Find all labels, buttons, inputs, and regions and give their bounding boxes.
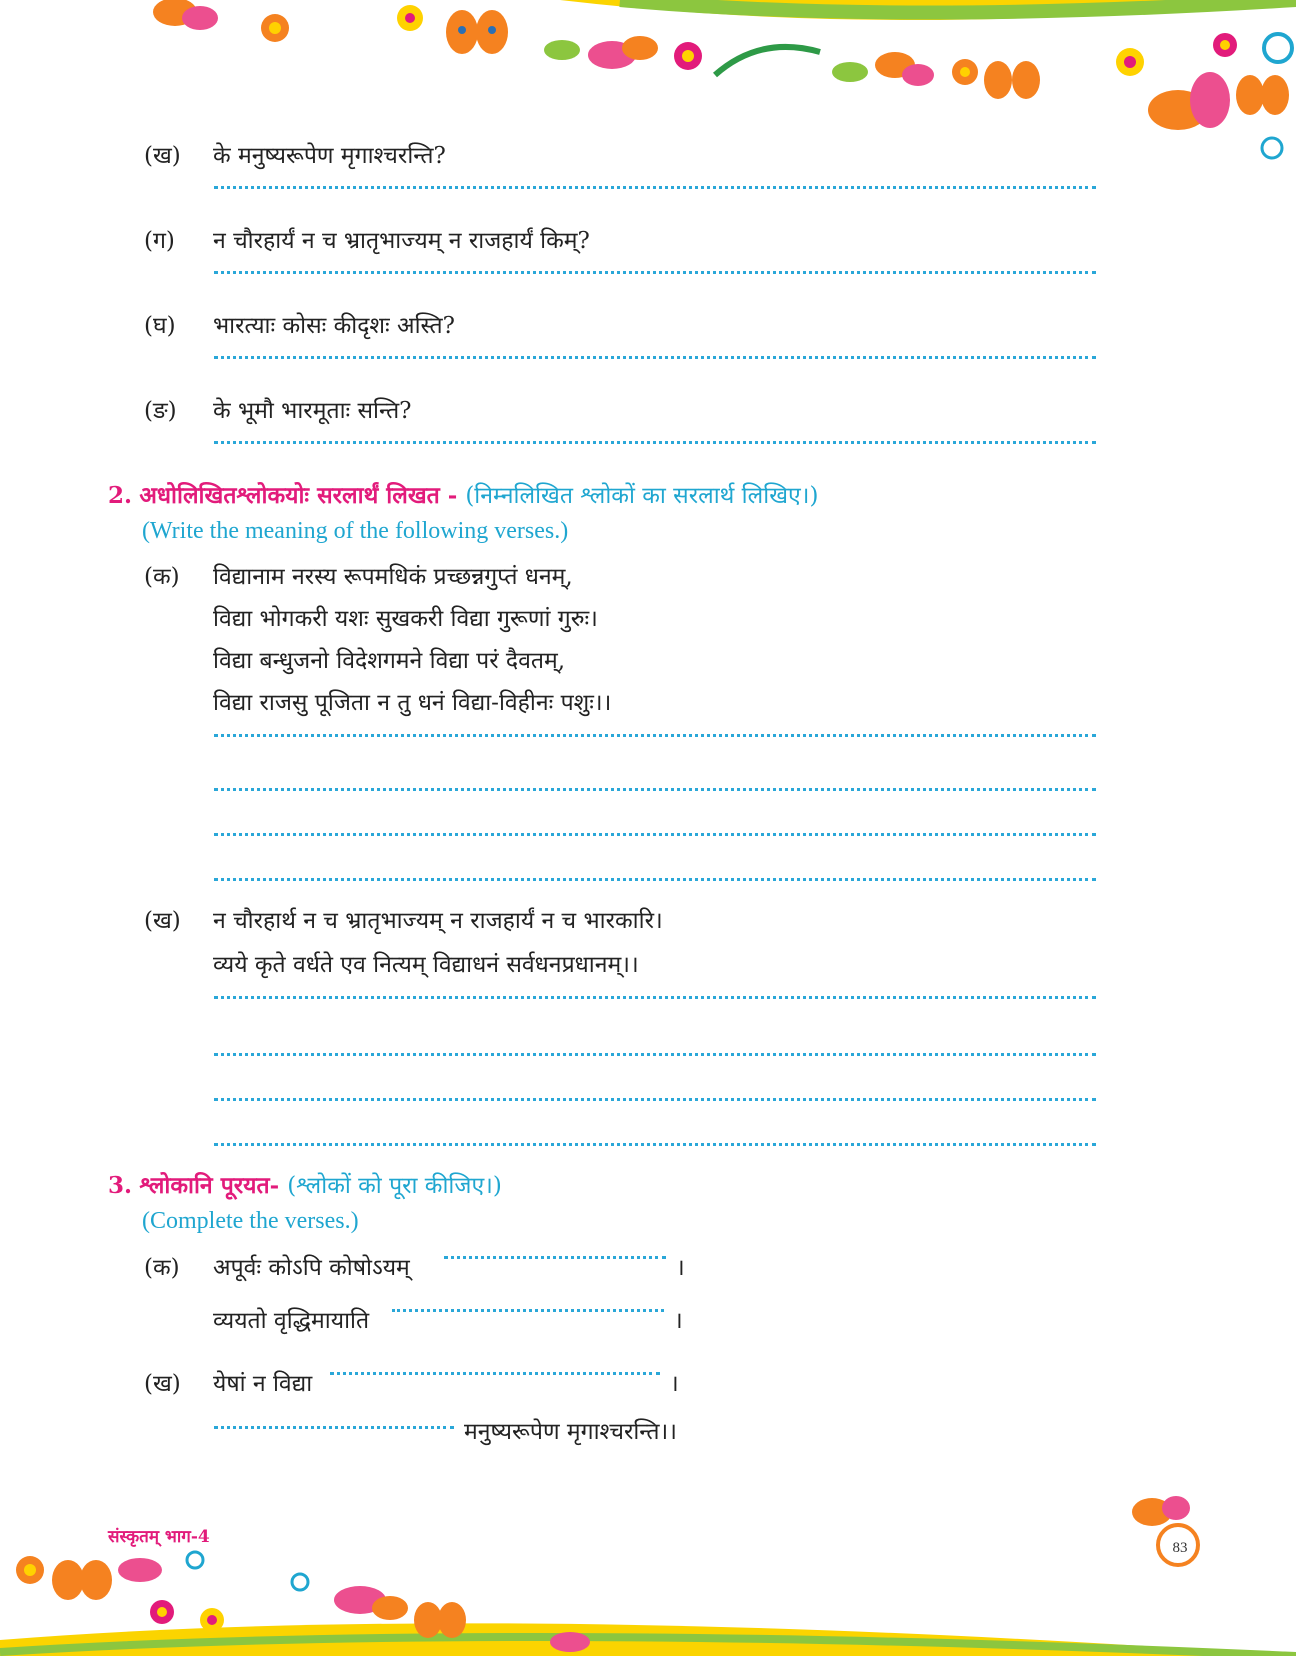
top-decorative-border xyxy=(0,0,1296,170)
q1-item-nga-question: के भूमौ भारमूताः सन्ति? xyxy=(213,398,412,424)
answer-line[interactable] xyxy=(214,271,1096,274)
q2-hindi-instruction: (निम्नलिखित श्लोकों का सरलार्थ लिखिए।) xyxy=(465,483,819,509)
fill-blank[interactable] xyxy=(330,1372,660,1375)
danda: । xyxy=(670,1371,679,1397)
q2-verse-kha-label: (ख) xyxy=(144,908,181,934)
butterfly-icon xyxy=(446,10,508,54)
verse-line: व्ययतो वृद्धिमायाति xyxy=(213,1308,370,1334)
q2-english-instruction: (Write the meaning of the following verses.) xyxy=(142,518,569,544)
flower-icon xyxy=(952,59,978,85)
flower-icon xyxy=(150,1600,174,1624)
butterfly-icon xyxy=(550,1632,590,1652)
q2-verse-ka-label: (क) xyxy=(144,564,180,590)
q3-number: 3. xyxy=(108,1172,133,1199)
q2-heading xyxy=(108,478,818,510)
book-title: संस्कृतम् भाग-4 xyxy=(108,1527,210,1547)
leaf-icon xyxy=(832,62,868,82)
answer-line[interactable] xyxy=(214,441,1096,444)
bottom-decorative-border xyxy=(0,1540,1296,1656)
fill-blank[interactable] xyxy=(444,1256,666,1259)
leaf-icon xyxy=(544,40,580,60)
q1-item-kha-question: के मनुष्यरूपेण मृगाश्चरन्ति? xyxy=(213,143,446,169)
answer-line[interactable] xyxy=(214,1098,1096,1101)
butterfly-icon xyxy=(52,1560,112,1600)
answer-line[interactable] xyxy=(214,788,1096,791)
q3-hindi-instruction: (श्लोकों को पूरा कीजिए।) xyxy=(287,1173,502,1199)
butterfly-icon xyxy=(118,1558,162,1582)
q3-english-instruction: (Complete the verses.) xyxy=(142,1208,359,1234)
flower-icon xyxy=(397,5,423,31)
q1-item-ga-question: न चौरहार्यं न च भ्रातृभाज्यम् न राजहार्यं किम्? xyxy=(213,228,590,254)
fill-blank[interactable] xyxy=(214,1426,454,1429)
verse-line: मनुष्यरूपेण मृगाश्चरन्ति।। xyxy=(464,1419,677,1445)
verse-line: अपूर्वः कोऽपि कोषोऽयम् xyxy=(213,1255,410,1281)
butterfly-icon xyxy=(984,61,1040,99)
q1-item-gha-label: (घ) xyxy=(144,313,176,339)
q3-title: श्लोकानि पूरयत xyxy=(139,1172,270,1199)
butterfly-icon xyxy=(588,36,658,69)
q3-dash: - xyxy=(269,1172,288,1199)
verse-line: व्यये कृते वर्धते एव नित्यम् विद्याधनं सर्वधनप्रधानम्।। xyxy=(213,952,639,978)
verse-line: विद्या भोगकरी यशः सुखकरी विद्या गुरूणां गुरुः। xyxy=(213,606,598,632)
flower-icon xyxy=(1116,48,1144,76)
q1-item-ga-label: (ग) xyxy=(144,228,175,254)
flower-icon xyxy=(1213,33,1237,57)
flower-icon xyxy=(200,1608,224,1632)
butterfly-icon xyxy=(875,52,934,86)
q3-ka-label: (क) xyxy=(144,1255,180,1281)
butterfly-icon xyxy=(1148,72,1230,130)
flower-icon xyxy=(674,42,702,70)
flower-icon xyxy=(261,14,289,42)
answer-line[interactable] xyxy=(214,1053,1096,1056)
answer-line[interactable] xyxy=(214,356,1096,359)
q2-number: 2. xyxy=(108,482,133,509)
flower-icon xyxy=(16,1556,44,1584)
danda: । xyxy=(674,1308,683,1334)
answer-line[interactable] xyxy=(214,734,1096,737)
verse-line: विद्यानाम नरस्य रूपमधिकं प्रच्छन्नगुप्तं धनम्, xyxy=(213,564,573,590)
danda: । xyxy=(676,1255,685,1281)
verse-line: विद्या बन्धुजनो विदेशगमने विद्या परं दैवतम्, xyxy=(213,648,566,674)
answer-line[interactable] xyxy=(214,1143,1096,1146)
q1-item-nga-label: (ङ) xyxy=(144,398,177,424)
q2-dash: - xyxy=(439,482,466,509)
q3-kha-label: (ख) xyxy=(144,1371,181,1397)
swirl-icon xyxy=(187,1552,308,1590)
answer-line[interactable] xyxy=(214,833,1096,836)
answer-line[interactable] xyxy=(214,878,1096,881)
verse-line: येषां न विद्या xyxy=(213,1371,313,1397)
butterfly-icon xyxy=(153,0,218,30)
answer-line[interactable] xyxy=(214,996,1096,999)
q2-title: अधोलिखितश्लोकयोः सरलार्थं लिखत xyxy=(139,482,440,509)
butterfly-icon xyxy=(1236,75,1289,115)
q3-heading xyxy=(108,1168,502,1200)
q1-item-kha-label: (ख) xyxy=(144,143,181,169)
vine-icon xyxy=(715,47,820,75)
fill-blank[interactable] xyxy=(392,1309,664,1312)
page-number: 83 xyxy=(1172,1540,1188,1556)
verse-line: विद्या राजसु पूजिता न तु धनं विद्या-विहीनः पशुः।। xyxy=(213,690,612,716)
verse-line: न चौरहार्थ न च भ्रातृभाज्यम् न राजहार्यं न च भारकारि। xyxy=(213,908,663,934)
answer-line[interactable] xyxy=(214,186,1096,189)
q1-item-gha-question: भारत्याः कोसः कीदृशः अस्ति? xyxy=(213,313,455,339)
butterfly-icon xyxy=(334,1586,408,1620)
